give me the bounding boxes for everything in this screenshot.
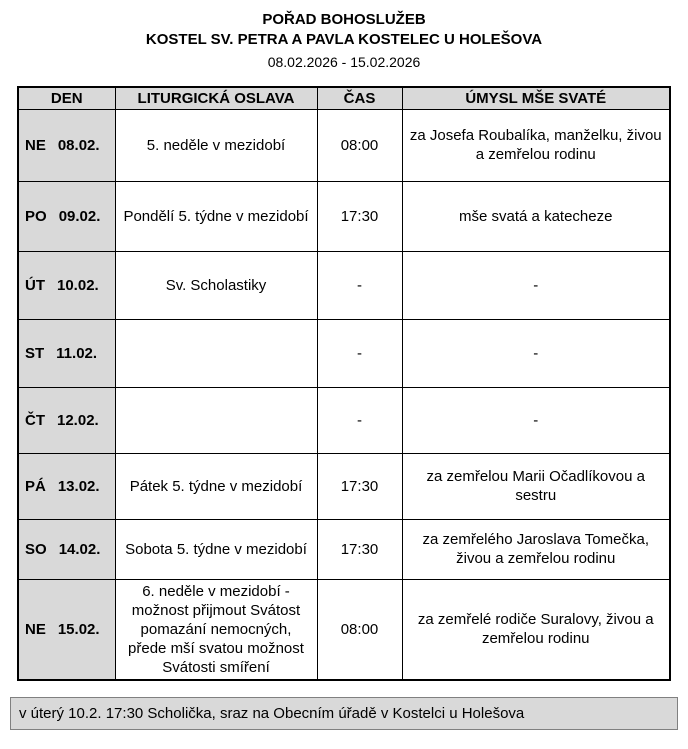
intention-cell: za zemřelou Marii Očadlíkovou a sestru (402, 453, 670, 519)
celebration-cell: Sobota 5. týdne v mezidobí (115, 519, 317, 579)
column-header-den: DEN (18, 87, 115, 109)
day-cell (18, 181, 115, 251)
day-cell (18, 109, 115, 181)
intention-cell: - (402, 251, 670, 319)
day-abbr: ČT (25, 411, 45, 429)
day-date: 11.02. (56, 344, 98, 362)
time-cell: - (317, 251, 402, 319)
celebration-cell: 5. neděle v mezidobí (115, 109, 317, 181)
day-abbr: NE (25, 620, 46, 638)
column-header-time: ČAS (317, 87, 402, 109)
intention-cell: za zemřelého Jaroslava Tomečka, živou a zemřelou rodinu (402, 519, 670, 579)
intention-cell: - (402, 319, 670, 387)
schedule-table (17, 86, 671, 681)
celebration-cell: 6. neděle v mezidobí - možnost přijmout Svátost pomazání nemocných, přede mší svatou možnost Svátosti smíření (115, 579, 317, 680)
table-row (18, 251, 670, 319)
time-cell: - (317, 387, 402, 453)
day-abbr: PÁ (25, 477, 46, 495)
day-date: 13.02. (57, 477, 100, 495)
footer-note: v úterý 10.2. 17:30 Scholička, sraz na Obecním úřadě v Kostelci u Holešova (10, 697, 678, 730)
day-date: 14.02. (58, 540, 101, 558)
day-abbr: ST (25, 344, 45, 362)
date-range: 08.02.2026 - 15.02.2026 (267, 54, 421, 70)
day-date: 09.02. (58, 207, 101, 225)
table-row (18, 319, 670, 387)
time-cell: 17:30 (317, 519, 402, 579)
time-cell: 17:30 (317, 453, 402, 519)
celebration-cell: Sv. Scholastiky (115, 251, 317, 319)
celebration-cell (115, 319, 317, 387)
day-date: 08.02. (57, 136, 100, 154)
table-header-row (18, 87, 670, 109)
day-cell (18, 519, 115, 579)
intention-cell: mše svatá a katecheze (402, 181, 670, 251)
day-date: 12.02. (57, 411, 99, 429)
celebration-cell (115, 387, 317, 453)
day-cell (18, 251, 115, 319)
time-cell: 08:00 (317, 109, 402, 181)
day-abbr: PO (25, 207, 47, 225)
table-row (18, 387, 670, 453)
intention-cell: za Josefa Roubalíka, manželku, živou a zemřelou rodinu (402, 109, 670, 181)
time-cell: 17:30 (317, 181, 402, 251)
time-cell: - (317, 319, 402, 387)
intention-cell: - (402, 387, 670, 453)
table-row (18, 109, 670, 181)
day-date: 15.02. (57, 620, 100, 638)
day-cell (18, 579, 115, 680)
church-name: KOSTEL SV. PETRA A PAVLA KOSTELEC U HOLEŠOVA (145, 31, 543, 48)
column-header-intention: ÚMYSL MŠE SVATÉ (402, 87, 670, 109)
intention-cell: za zemřelé rodiče Suralovy, živou a zemřelou rodinu (402, 579, 670, 680)
day-abbr: NE (25, 136, 46, 154)
page-header (10, 10, 678, 72)
day-cell (18, 319, 115, 387)
day-abbr: SO (25, 540, 47, 558)
day-abbr: ÚT (25, 276, 45, 294)
day-cell (18, 387, 115, 453)
page-title: POŘAD BOHOSLUŽEB (262, 11, 426, 28)
day-date: 10.02. (57, 276, 99, 294)
table-row (18, 519, 670, 579)
celebration-cell: Pátek 5. týdne v mezidobí (115, 453, 317, 519)
time-cell: 08:00 (317, 579, 402, 680)
table-row (18, 453, 670, 519)
celebration-cell: Pondělí 5. týdne v mezidobí (115, 181, 317, 251)
table-row (18, 579, 670, 680)
day-cell (18, 453, 115, 519)
column-header-celebration: LITURGICKÁ OSLAVA (115, 87, 317, 109)
table-row (18, 181, 670, 251)
